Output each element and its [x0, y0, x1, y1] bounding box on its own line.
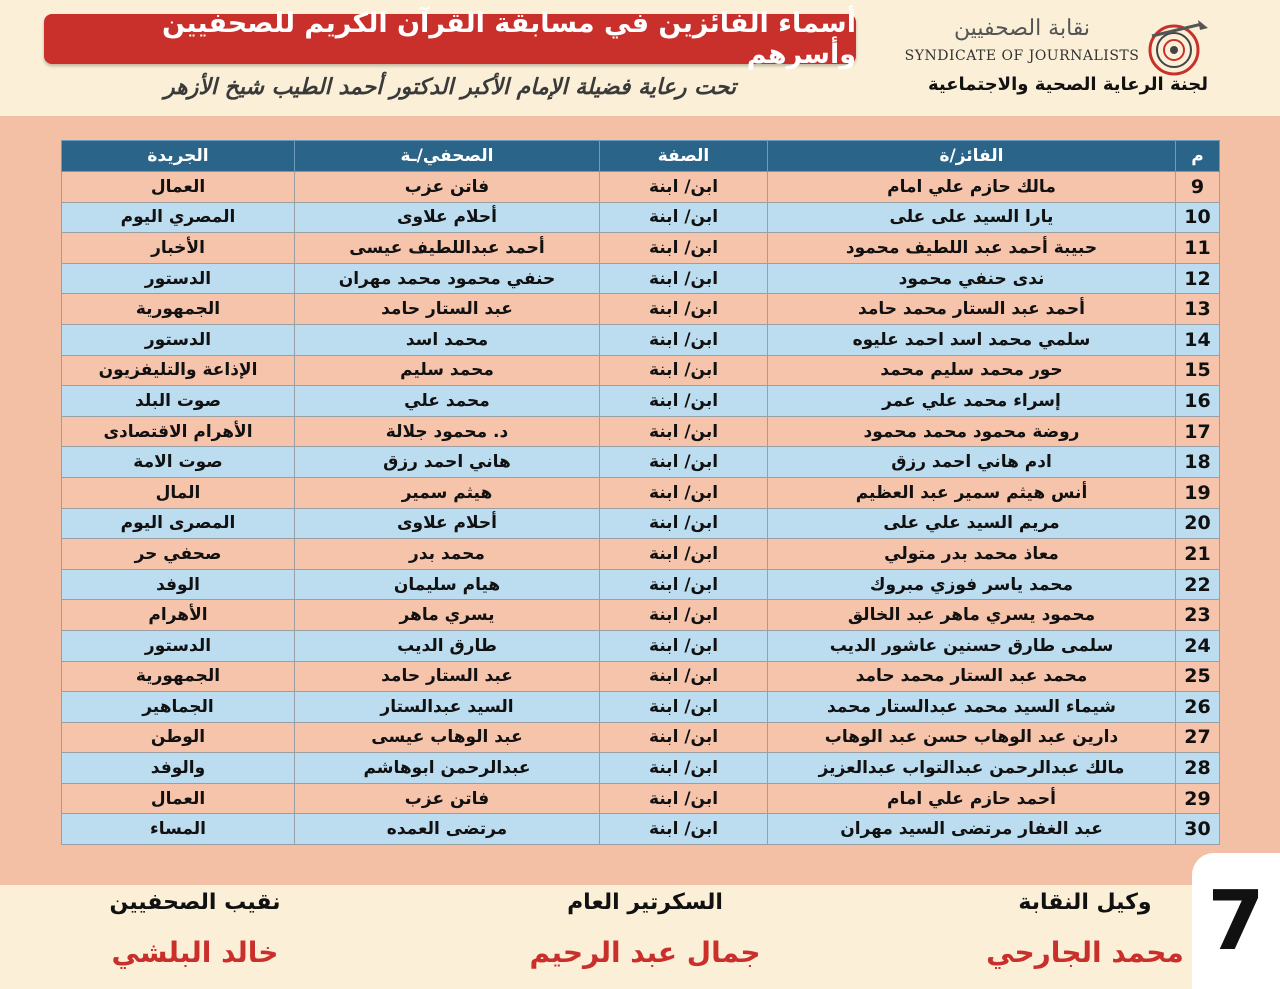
- winners-table-container: [61, 140, 1219, 845]
- winner-name: دارين عبد الوهاب حسن عبد الوهاب: [768, 722, 1176, 753]
- table-row: [62, 600, 1220, 631]
- newspaper-name: الجماهير: [62, 692, 295, 723]
- relation-cell: ابن/ ابنة: [600, 416, 768, 447]
- journalist-name: طارق الديب: [295, 630, 600, 661]
- table-row: [62, 172, 1220, 203]
- signature-name: جمال عبد الرحيم: [529, 936, 761, 969]
- journalist-name: عبد الوهاب عيسى: [295, 722, 600, 753]
- table-header-row: [62, 141, 1220, 172]
- relation-cell: ابن/ ابنة: [600, 539, 768, 570]
- newspaper-name: الجمهورية: [62, 294, 295, 325]
- winner-name: محمد ياسر فوزي مبروك: [768, 569, 1176, 600]
- journalist-name: هيثم سمير: [295, 477, 600, 508]
- newspaper-name: صوت الامة: [62, 447, 295, 478]
- journalist-name: عبد الستار حامد: [295, 661, 600, 692]
- relation-cell: ابن/ ابنة: [600, 355, 768, 386]
- row-number: 19: [1176, 477, 1220, 508]
- row-number: 13: [1176, 294, 1220, 325]
- relation-cell: ابن/ ابنة: [600, 753, 768, 784]
- table-row: [62, 324, 1220, 355]
- signature-secretary: [505, 890, 785, 969]
- page-title: أسماء الفائزين في مسابقة القرآن الكريم للصحفيين وأسرهم: [44, 14, 856, 64]
- row-number: 22: [1176, 569, 1220, 600]
- relation-cell: ابن/ ابنة: [600, 508, 768, 539]
- journalist-name: محمد اسد: [295, 324, 600, 355]
- relation-cell: ابن/ ابنة: [600, 783, 768, 814]
- row-number: 9: [1176, 172, 1220, 203]
- table-body: [62, 172, 1220, 845]
- row-number: 24: [1176, 630, 1220, 661]
- row-number: 28: [1176, 753, 1220, 784]
- winner-name: سلمي محمد اسد احمد عليوه: [768, 324, 1176, 355]
- journalist-name: أحلام علاوى: [295, 508, 600, 539]
- journalist-name: عبد الستار حامد: [295, 294, 600, 325]
- row-number: 29: [1176, 783, 1220, 814]
- winner-name: سلمى طارق حسنين عاشور الديب: [768, 630, 1176, 661]
- journalist-name: هيام سليمان: [295, 569, 600, 600]
- row-number: 11: [1176, 233, 1220, 264]
- relation-cell: ابن/ ابنة: [600, 447, 768, 478]
- newspaper-name: الأهرام الاقتصادى: [62, 416, 295, 447]
- table-row: [62, 355, 1220, 386]
- winner-name: مالك حازم علي امام: [768, 172, 1176, 203]
- journalist-name: فاتن عزب: [295, 172, 600, 203]
- table-row: [62, 814, 1220, 845]
- winner-name: أنس هيثم سمير عبد العظيم: [768, 477, 1176, 508]
- row-number: 12: [1176, 263, 1220, 294]
- winner-name: حور محمد سليم محمد: [768, 355, 1176, 386]
- table-row: [62, 202, 1220, 233]
- journalist-name: د. محمود جلالة: [295, 416, 600, 447]
- row-number: 15: [1176, 355, 1220, 386]
- newspaper-name: المساء: [62, 814, 295, 845]
- winner-name: أحمد حازم علي امام: [768, 783, 1176, 814]
- signature-name: خالد البلشي: [111, 936, 279, 969]
- relation-cell: ابن/ ابنة: [600, 386, 768, 417]
- winners-table: [61, 140, 1220, 845]
- signature-role: السكرتير العام: [567, 890, 723, 915]
- row-number: 25: [1176, 661, 1220, 692]
- signature-role: وكيل النقابة: [1018, 890, 1152, 915]
- table-row: [62, 692, 1220, 723]
- newspaper-name: الأهرام: [62, 600, 295, 631]
- relation-cell: ابن/ ابنة: [600, 172, 768, 203]
- relation-cell: ابن/ ابنة: [600, 630, 768, 661]
- relation-cell: ابن/ ابنة: [600, 600, 768, 631]
- relation-cell: ابن/ ابنة: [600, 692, 768, 723]
- winner-name: أحمد عبد الستار محمد حامد: [768, 294, 1176, 325]
- row-number: 16: [1176, 386, 1220, 417]
- row-number: 20: [1176, 508, 1220, 539]
- winner-name: شيماء السيد محمد عبدالستار محمد: [768, 692, 1176, 723]
- journalist-name: أحلام علاوى: [295, 202, 600, 233]
- syndicate-logo: [890, 12, 1220, 112]
- table-row: [62, 630, 1220, 661]
- table-row: [62, 661, 1220, 692]
- page-number: 7: [1192, 853, 1280, 989]
- winner-name: روضة محمود محمد محمود: [768, 416, 1176, 447]
- journalist-name: هاني احمد رزق: [295, 447, 600, 478]
- newspaper-name: المصرى اليوم: [62, 508, 295, 539]
- newspaper-name: والوفد: [62, 753, 295, 784]
- row-number: 27: [1176, 722, 1220, 753]
- winner-name: ادم هاني احمد رزق: [768, 447, 1176, 478]
- relation-cell: ابن/ ابنة: [600, 477, 768, 508]
- winner-name: محمود يسري ماهر عبد الخالق: [768, 600, 1176, 631]
- newspaper-name: الدستور: [62, 263, 295, 294]
- journalist-name: السيد عبدالستار: [295, 692, 600, 723]
- newspaper-name: المال: [62, 477, 295, 508]
- newspaper-name: المصري اليوم: [62, 202, 295, 233]
- winner-name: إسراء محمد علي عمر: [768, 386, 1176, 417]
- journalist-name: فاتن عزب: [295, 783, 600, 814]
- journalist-name: يسري ماهر: [295, 600, 600, 631]
- newspaper-name: صوت البلد: [62, 386, 295, 417]
- relation-cell: ابن/ ابنة: [600, 263, 768, 294]
- table-row: [62, 294, 1220, 325]
- newspaper-name: الأخبار: [62, 233, 295, 264]
- row-number: 14: [1176, 324, 1220, 355]
- newspaper-name: الدستور: [62, 324, 295, 355]
- relation-cell: ابن/ ابنة: [600, 722, 768, 753]
- winner-name: معاذ محمد بدر متولي: [768, 539, 1176, 570]
- newspaper-name: الوطن: [62, 722, 295, 753]
- relation-cell: ابن/ ابنة: [600, 202, 768, 233]
- logo-english-text: SYNDICATE OF JOURNALISTS: [904, 48, 1140, 64]
- winner-name: يارا السيد على على: [768, 202, 1176, 233]
- journalist-name: حنفي محمود محمد مهران: [295, 263, 600, 294]
- row-number: 18: [1176, 447, 1220, 478]
- newspaper-name: العمال: [62, 172, 295, 203]
- winner-name: مالك عبدالرحمن عبدالتواب عبدالعزيز: [768, 753, 1176, 784]
- table-row: [62, 233, 1220, 264]
- signature-head: [70, 890, 320, 969]
- newspaper-name: الوفد: [62, 569, 295, 600]
- journalist-name: أحمد عبداللطيف عيسى: [295, 233, 600, 264]
- column-header: م: [1176, 141, 1220, 172]
- journalist-name: محمد بدر: [295, 539, 600, 570]
- table-row: [62, 783, 1220, 814]
- row-number: 26: [1176, 692, 1220, 723]
- signature-name: محمد الجارحي: [986, 936, 1184, 969]
- table-row: [62, 753, 1220, 784]
- logo-arabic-text: نقابة الصحفيين: [953, 16, 1091, 41]
- table-row: [62, 722, 1220, 753]
- newspaper-name: الإذاعة والتليفزيون: [62, 355, 295, 386]
- syndicate-emblem-icon: [1142, 16, 1212, 78]
- table-row: [62, 508, 1220, 539]
- winner-name: ندى حنفي محمود: [768, 263, 1176, 294]
- journalist-name: مرتضى العمده: [295, 814, 600, 845]
- newspaper-name: الدستور: [62, 630, 295, 661]
- table-row: [62, 416, 1220, 447]
- page-subtitle: تحت رعاية فضيلة الإمام الأكبر الدكتور أحمد الطيب شيخ الأزهر: [163, 74, 737, 100]
- winner-name: حبيبة أحمد عبد اللطيف محمود: [768, 233, 1176, 264]
- journalist-name: محمد سليم: [295, 355, 600, 386]
- row-number: 17: [1176, 416, 1220, 447]
- signature-role: نقيب الصحفيين: [109, 890, 281, 915]
- newspaper-name: الجمهورية: [62, 661, 295, 692]
- relation-cell: ابن/ ابنة: [600, 569, 768, 600]
- committee-name: لجنة الرعاية الصحية والاجتماعية: [927, 74, 1208, 95]
- column-header: الصحفي/ـة: [295, 141, 600, 172]
- column-header: الفائز/ة: [768, 141, 1176, 172]
- row-number: 23: [1176, 600, 1220, 631]
- table-row: [62, 386, 1220, 417]
- journalist-name: محمد علي: [295, 386, 600, 417]
- table-row: [62, 569, 1220, 600]
- relation-cell: ابن/ ابنة: [600, 233, 768, 264]
- relation-cell: ابن/ ابنة: [600, 661, 768, 692]
- table-row: [62, 477, 1220, 508]
- row-number: 21: [1176, 539, 1220, 570]
- journalist-name: عبدالرحمن ابوهاشم: [295, 753, 600, 784]
- newspaper-name: العمال: [62, 783, 295, 814]
- relation-cell: ابن/ ابنة: [600, 814, 768, 845]
- winner-name: محمد عبد الستار محمد حامد: [768, 661, 1176, 692]
- table-row: [62, 447, 1220, 478]
- table-row: [62, 263, 1220, 294]
- table-row: [62, 539, 1220, 570]
- column-header: الصفة: [600, 141, 768, 172]
- signature-deputy: [960, 890, 1210, 969]
- row-number: 30: [1176, 814, 1220, 845]
- newspaper-name: صحفي حر: [62, 539, 295, 570]
- relation-cell: ابن/ ابنة: [600, 324, 768, 355]
- column-header: الجريدة: [62, 141, 295, 172]
- winner-name: عبد الغفار مرتضى السيد مهران: [768, 814, 1176, 845]
- winner-name: مريم السيد علي على: [768, 508, 1176, 539]
- relation-cell: ابن/ ابنة: [600, 294, 768, 325]
- row-number: 10: [1176, 202, 1220, 233]
